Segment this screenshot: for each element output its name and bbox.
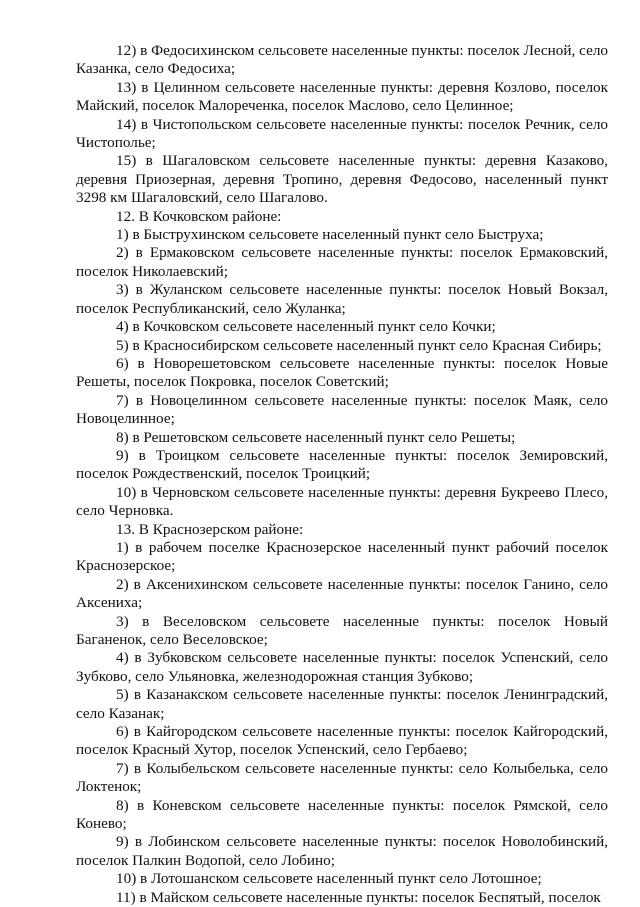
section-heading: 13. В Краснозерском районе:	[116, 520, 304, 538]
paragraph: 5) в Казанакском сельсовете населенные пункты: поселок Ленинградский, село Казанак;	[76, 686, 608, 722]
paragraph: 7) в Колыбельском сельсовете населенные пункты: село Колыбелька, село Локтенок;	[76, 759, 608, 796]
paragraph: 9) в Троицком сельсовете населенные пункты: поселок Земировский, поселок Рождественский, поселок Троицкий;	[76, 446, 608, 483]
paragraph: 9) в Лобинском сельсовете населенные пункты: поселок Новолобинский, поселок Палкин Водопой, село Лобино;	[76, 833, 608, 869]
paragraph: 12) в Федосихинском сельсовете населенные пункты: поселок Лесной, село Казанка, село Федосиха;	[76, 42, 608, 78]
paragraph: 6) в Кайгородском сельсовете населенные пункты: поселок Кайгородский, поселок Красный Хутор, поселок Успенский, село Гербаево;	[76, 723, 608, 759]
paragraph: 6) в Новорешетовском сельсовете населенные пункты: поселок Новые Решеты, поселок Покровка, поселок Советский;	[76, 354, 608, 391]
paragraph: 14) в Чистопольском сельсовете населенные пункты: поселок Речник, село Чистополье;	[76, 115, 608, 152]
paragraph: 1) в рабочем поселке Краснозерское населенный пункт рабочий поселок Краснозерское;	[76, 538, 608, 575]
paragraph: 8) в Коневском сельсовете населенные пункты: поселок Рямской, село Конево;	[76, 796, 608, 833]
paragraph: 2) в Ермаковском сельсовете населенные пункты: поселок Ермаковский, поселок Николаевский;	[76, 244, 608, 280]
paragraph: 8) в Решетовском сельсовете населенный пункт село Решеты;	[116, 428, 516, 446]
paragraph: 10) в Черновском сельсовете населенные пункты: деревня Букреево Плесо, село Черновка.	[76, 483, 608, 520]
paragraph: 10) в Лотошанском сельсовете населенный пункт село Лотошное;	[116, 870, 542, 888]
paragraph: 7) в Новоцелинном сельсовете населенные пункты: поселок Маяк, село Новоцелинное;	[76, 391, 608, 428]
paragraph: 2) в Аксенихинском сельсовете населенные пункты: поселок Ганино, село Аксениха;	[76, 575, 608, 612]
document-page	[76, 42, 608, 907]
paragraph: 15) в Шагаловском сельсовете населенные пункты: деревня Казаково, деревня Приозерная, деревня Тропино, деревня Федосово, населенный пункт 3298 км Шагаловский, село Шагалово.	[76, 152, 608, 207]
paragraph: 4) в Кочковском сельсовете населенный пункт село Кочки;	[116, 318, 496, 336]
paragraph: 4) в Зубковском сельсовете населенные пункты: поселок Успенский, село Зубково, село Ульяновка, железнодорожная станция Зубково;	[76, 649, 608, 685]
paragraph: 3) в Жуланском сельсовете населенные пункты: поселок Новый Вокзал, поселок Республиканский, село Жуланка;	[76, 281, 608, 317]
paragraph: 13) в Целинном сельсовете населенные пункты: деревня Козлово, поселок Майский, поселок Малореченка, поселок Маслово, село Целинное;	[76, 78, 608, 115]
paragraph: 1) в Быструхинском сельсовете населенный пункт село Быструха;	[116, 226, 544, 244]
paragraph: 11) в Майском сельсовете населенные пункты: поселок Беспятый, поселок	[116, 888, 601, 906]
paragraph: 3) в Веселовском сельсовете населенные пункты: поселок Новый Баганенок, село Веселовское;	[76, 612, 608, 648]
paragraph: 5) в Красносибирском сельсовете населенный пункт село Красная Сибирь;	[116, 336, 602, 354]
section-heading: 12. В Кочковском районе:	[116, 207, 282, 225]
